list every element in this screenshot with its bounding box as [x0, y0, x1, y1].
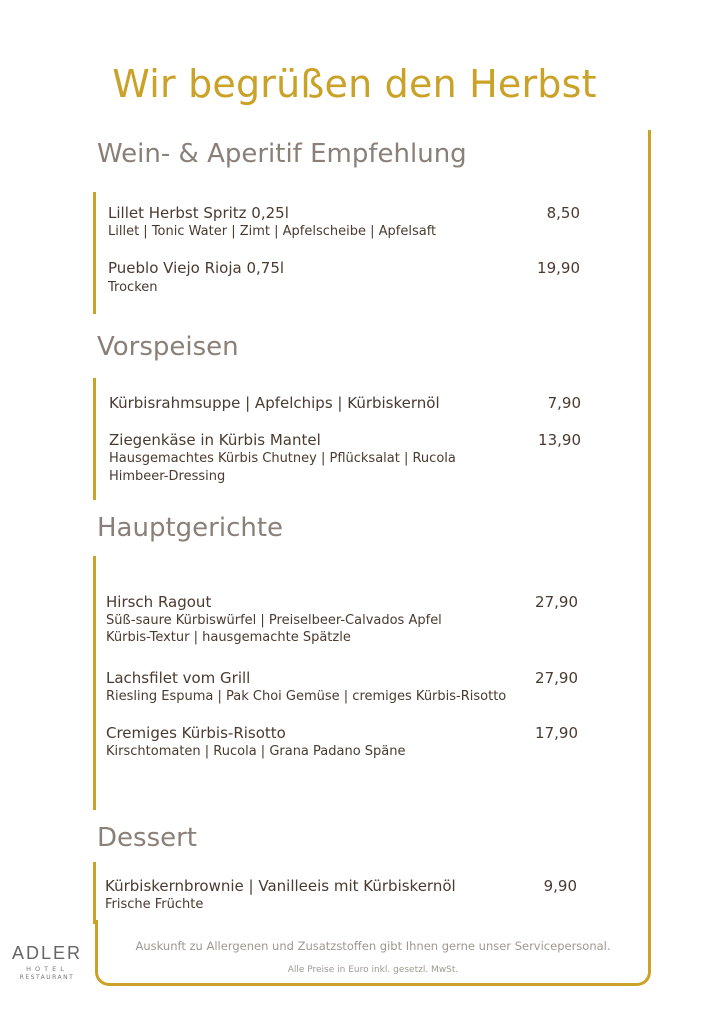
menu-item-price: 7,90: [547, 394, 581, 412]
menu-item-description: Kirschtomaten | Rucola | Grana Padano Späne: [106, 744, 406, 759]
section-bar: [93, 192, 96, 314]
menu-item-description: Trocken: [108, 280, 158, 295]
menu-item-price: 13,90: [538, 431, 581, 449]
menu-item-name: Kürbisrahmsuppe | Apfelchips | Kürbiskernöl: [109, 394, 440, 412]
menu-item-price: 27,90: [535, 669, 578, 687]
section-bar: [93, 556, 96, 810]
price-note: Alle Preise in Euro inkl. gesetzl. MwSt.: [287, 965, 459, 975]
menu-item-name: Pueblo Viejo Rioja 0,75l: [108, 259, 285, 277]
frame-right-line: [648, 130, 651, 922]
menu-item-description: Riesling Espuma | Pak Choi Gemüse | cremiges Kürbis-Risotto: [106, 689, 507, 704]
menu-item-description: Himbeer-Dressing: [109, 469, 226, 484]
section-bar: [93, 862, 96, 924]
adler-logo: [12, 943, 82, 981]
footer-frame: [95, 920, 651, 986]
menu-item-price: 9,90: [543, 877, 577, 895]
menu-item-price: 8,50: [546, 204, 580, 222]
menu-item-description: Frische Früchte: [105, 897, 204, 912]
menu-item-description: Hausgemachtes Kürbis Chutney | Pflücksalat | Rucola: [109, 451, 456, 466]
menu-item-name: Ziegenkäse in Kürbis Mantel: [109, 431, 321, 449]
logo-main-text: ADLER: [12, 943, 83, 963]
allergen-note: Auskunft zu Allergenen und Zusatzstoffen gibt Ihnen gerne unser Servicepersonal.: [135, 939, 611, 953]
section-heading-mains: Hauptgerichte: [97, 513, 284, 543]
menu-item-name: Lachsfilet vom Grill: [106, 669, 251, 687]
section-heading-dessert: Dessert: [97, 823, 197, 853]
menu-item-name: Cremiges Kürbis-Risotto: [106, 724, 286, 742]
menu-item-name: Lillet Herbst Spritz 0,25l: [108, 204, 289, 222]
section-heading-wine: Wein- & Aperitif Empfehlung: [97, 139, 467, 169]
menu-item-price: 19,90: [537, 259, 580, 277]
menu-item-name: Kürbiskernbrownie | Vanilleeis mit Kürbiskernöl: [105, 877, 456, 895]
menu-item-price: 17,90: [535, 724, 578, 742]
menu-item-name: Hirsch Ragout: [106, 593, 212, 611]
section-heading-starters: Vorspeisen: [97, 332, 239, 362]
page-title: Wir begrüßen den Herbst: [112, 62, 597, 106]
menu-item-description: Lillet | Tonic Water | Zimt | Apfelscheibe | Apfelsaft: [108, 224, 437, 239]
menu-item-description: Süß-saure Kürbiswürfel | Preiselbeer-Calvados Apfel: [106, 613, 442, 628]
section-bar: [93, 378, 96, 500]
logo-sub2-text: RESTAURANT: [19, 974, 75, 981]
logo-sub-text: HOTEL: [26, 965, 68, 973]
menu-item-price: 27,90: [535, 593, 578, 611]
menu-item-description: Kürbis-Textur | hausgemachte Spätzle: [106, 630, 351, 645]
